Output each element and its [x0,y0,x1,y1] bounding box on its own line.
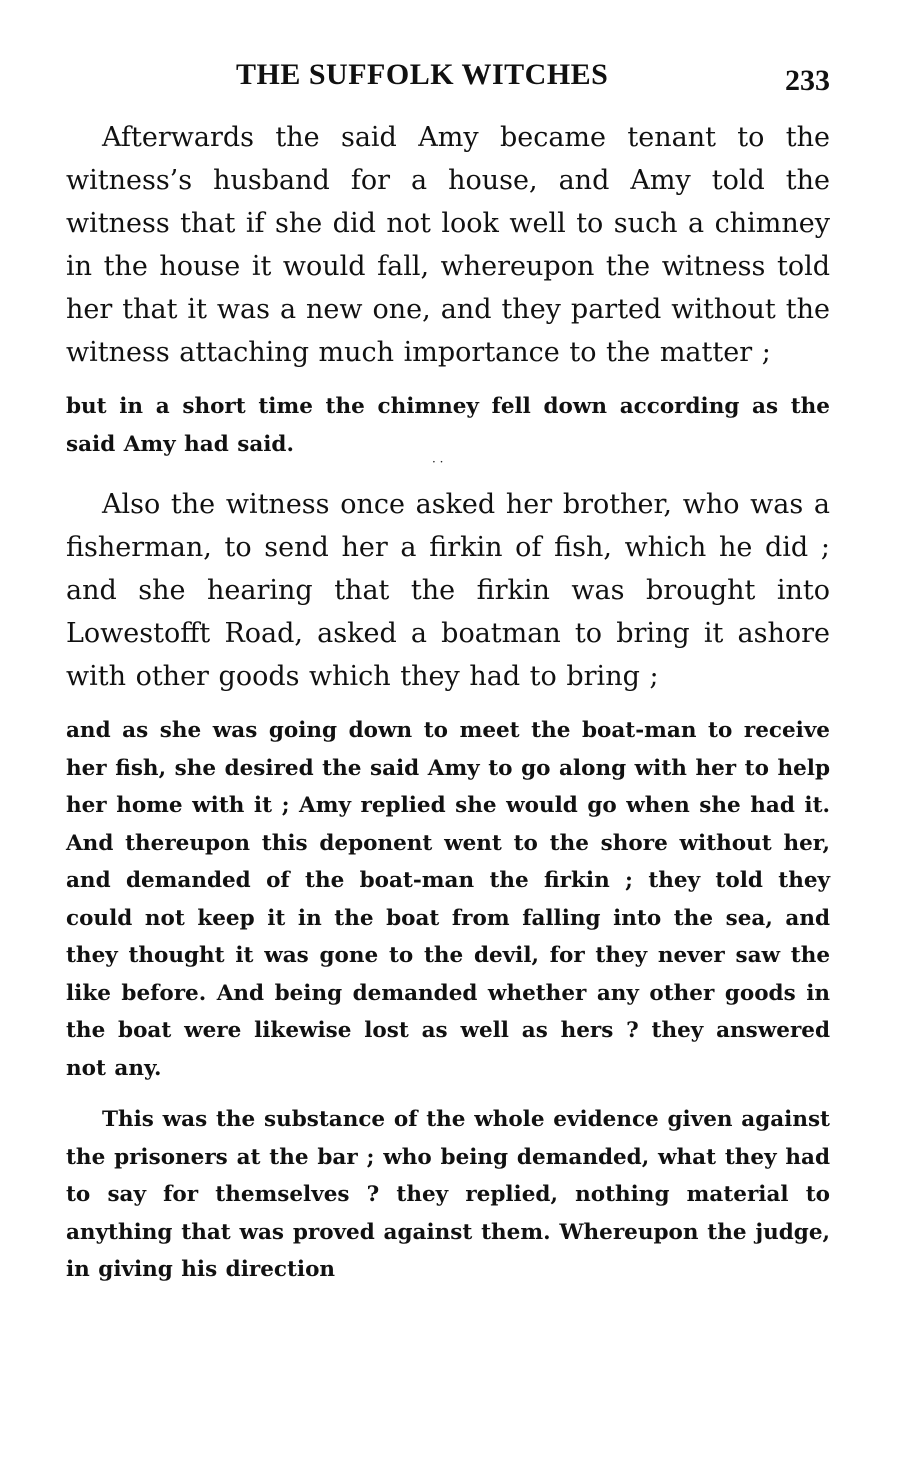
paragraph-chimney-fell: but in a short time the chimney fell down according as the said Amy had said. [66,394,830,457]
paragraph-substance-of-evidence: This was the substance of the whole evidence given against the prisoners at the bar ; who being demanded, what they had to say for themselves ? they replied, nothing material to anything that was proved against them. Whereupon the judge, in giving his direction [66,1107,830,1282]
paragraph-boatman: and as she was going down to meet the boat-man to receive her fish, she desired the said Amy to go along with her to help her home with it ; Amy replied she would go when she had it. And thereupon this deponent went to the shore without her, and demanded of the boat-man the firkin ; they told they could not keep it in the boat from falling into the sea, and they thought it was gone to the devil, for they never saw the like before. And being demanded whether any other goods in the boat were likewise lost as well as hers ? they answered not any. [66,718,830,1081]
page-header [66,58,830,102]
book-page [66,58,830,1289]
ornament-text: · · [432,455,444,469]
paragraph-amy-tenant: Afterwards the said Amy became tenant to the witness’s husband for a house, and Amy told the witness that if she did not look well to such a chimney in the house it would fall, whereupon the witness told her that it was a new one, and they parted without the witness attaching much importance to the matter ; [66,122,830,368]
ornament-dots [66,455,830,469]
paragraph-firkin-of-fish: Also the witness once asked her brother, who was a fisherman, to send her a firkin of fish, which he did ; and she hearing that the firkin was brought into Lowestofft Road, asked a boatman to bring it ashore with other goods which they had to bring ; [66,489,830,692]
running-title: THE SUFFOLK WITCHES [236,58,609,91]
page-number: 233 [785,64,830,97]
